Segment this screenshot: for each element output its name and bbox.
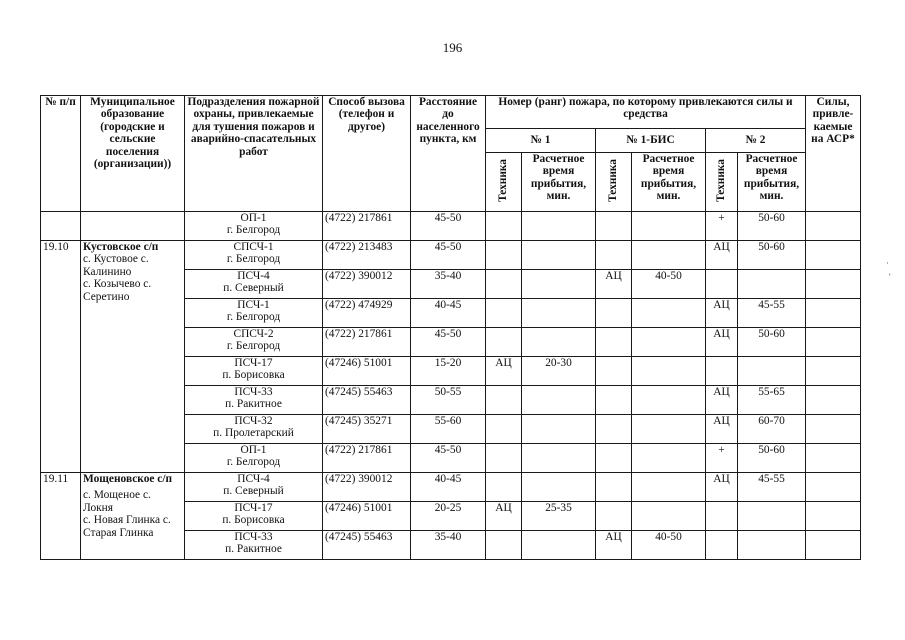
arrival-rank1bis-cell [632,357,706,386]
table-row [41,241,861,270]
tech-rank2-cell [706,270,738,299]
tech-rank1-cell: АЦ [486,357,522,386]
fire-unit-cell [185,270,323,299]
fire-unit-cell [185,502,323,531]
fire-forces-table [40,95,861,560]
arrival-rank2-cell: 45-55 [738,473,806,502]
header-row-top [41,96,861,129]
arrival-rank1-cell [522,444,596,473]
table-row [41,212,861,241]
fire-unit-cell [185,531,323,560]
arrival-rank1-cell [522,299,596,328]
tech-rank1-cell [486,299,522,328]
distance-cell: 35-40 [411,531,486,560]
arrival-rank1-cell [522,212,596,241]
fire-unit-cell [185,299,323,328]
arrival-rank1bis-cell [632,241,706,270]
fire-unit-location: п. Северный [223,282,284,295]
asr-cell [806,299,861,328]
tech-rank1bis-cell [596,328,632,357]
arrival-rank2-cell: 50-60 [738,241,806,270]
municipality-line: Мощеновское с/п [83,473,173,485]
header-distance: Расстояние до населенного пункта, км [411,96,486,212]
arrival-rank2-cell [738,270,806,299]
municipality-line: с. Козычево с. Серетино [83,278,152,303]
distance-cell: 55-60 [411,415,486,444]
header-rank-1: № 1 [486,129,596,153]
scan-speck: ' [889,272,891,282]
header-tech-2: Техника [706,153,738,212]
tech-rank1-cell [486,212,522,241]
tech-rank2-cell: АЦ [706,473,738,502]
fire-unit-cell [185,328,323,357]
fire-unit-cell [185,386,323,415]
header-arrival-1: Расчетное время прибытия, мин. [522,153,596,212]
row-number: 19.10 [41,241,81,473]
arrival-rank2-cell [738,502,806,531]
tech-rank1-cell [486,241,522,270]
arrival-rank1bis-cell [632,415,706,444]
phone-cell: (47246) 51001 [323,357,411,386]
asr-cell [806,386,861,415]
fire-unit-cell [185,415,323,444]
arrival-rank2-cell [738,531,806,560]
fire-unit-name: ПСЧ-1 [237,299,270,311]
tech-rank2-cell [706,357,738,386]
arrival-rank1-cell [522,415,596,444]
tech-rank2-cell: АЦ [706,299,738,328]
arrival-rank2-cell [738,357,806,386]
arrival-rank1-cell [522,473,596,502]
municipality-line: Кустовское с/п [83,241,159,253]
tech-rank2-cell: АЦ [706,328,738,357]
arrival-rank1-cell: 20-30 [522,357,596,386]
phone-cell: (47245) 55463 [323,386,411,415]
municipality-cell [81,241,185,473]
municipality-line: с. Новая Глинка с. Старая Глинка [83,514,171,539]
fire-unit-cell [185,444,323,473]
distance-cell: 45-50 [411,328,486,357]
fire-unit-name: ПСЧ-33 [234,386,273,398]
asr-cell [806,357,861,386]
fire-unit-name: СПСЧ-2 [233,328,274,340]
arrival-rank1bis-cell [632,444,706,473]
header-arrival-2: Расчетное время прибытия, мин. [738,153,806,212]
header-rank-1bis: № 1-БИС [596,129,706,153]
fire-unit-location: п. Ракитное [225,543,282,556]
fire-unit-name: СПСЧ-1 [233,241,274,253]
fire-unit-location: п. Пролетарский [213,427,294,440]
tech-rank2-cell [706,502,738,531]
phone-cell: (47246) 51001 [323,502,411,531]
arrival-rank2-cell: 55-65 [738,386,806,415]
header-rank-2: № 2 [706,129,806,153]
arrival-rank1-cell [522,241,596,270]
phone-cell: (4722) 390012 [323,473,411,502]
asr-cell [806,241,861,270]
tech-rank1-cell [486,473,522,502]
header-unit: Подразделения пожарной охраны, привлекаемые для тушения пожаров и аварийно-спасательных работ [185,96,323,212]
arrival-rank1bis-cell [632,473,706,502]
arrival-rank2-cell: 50-60 [738,328,806,357]
fire-unit-cell [185,357,323,386]
tech-rank1bis-cell: АЦ [596,531,632,560]
arrival-rank2-cell: 50-60 [738,212,806,241]
distance-cell: 15-20 [411,357,486,386]
header-tech-1bis: Техника [596,153,632,212]
municipality-line: с. Кустовое с. Калинино [83,253,149,278]
distance-cell: 40-45 [411,299,486,328]
fire-unit-name: ОП-1 [240,444,267,456]
tech-rank2-cell [706,531,738,560]
asr-cell [806,328,861,357]
arrival-rank1-cell [522,531,596,560]
tech-rank1bis-cell [596,444,632,473]
distance-cell: 45-50 [411,212,486,241]
tech-rank1bis-cell [596,415,632,444]
distance-cell: 35-40 [411,270,486,299]
fire-unit-location: п. Борисовка [222,514,285,527]
phone-cell: (4722) 474929 [323,299,411,328]
page-number: 196 [442,40,463,55]
scan-speck: · [886,258,889,268]
tech-rank1bis-cell [596,386,632,415]
tech-rank2-cell: + [706,444,738,473]
municipality-cell [81,473,185,560]
tech-rank1bis-cell [596,357,632,386]
arrival-rank1-cell: 25-35 [522,502,596,531]
fire-unit-location: г. Белгород [226,340,281,353]
asr-cell [806,212,861,241]
tech-rank1bis-cell [596,241,632,270]
header-fire-rank: Номер (ранг) пожара, по которому привлекаются силы и средства [486,96,806,129]
phone-cell: (4722) 390012 [323,270,411,299]
arrival-rank1bis-cell: 40-50 [632,531,706,560]
tech-rank1bis-cell: АЦ [596,270,632,299]
fire-unit-location: г. Белгород [226,224,281,237]
fire-unit-name: ПСЧ-32 [234,415,273,427]
arrival-rank1bis-cell [632,212,706,241]
table-row [41,473,861,502]
distance-cell: 20-25 [411,502,486,531]
header-tech-1: Техника [486,153,522,212]
fire-unit-location: г. Белгород [226,253,281,266]
tech-rank1-cell [486,444,522,473]
fire-unit-location: г. Белгород [226,311,281,324]
fire-unit-cell [185,241,323,270]
arrival-rank1-cell [522,270,596,299]
arrival-rank2-cell: 60-70 [738,415,806,444]
municipality-cell [81,212,185,241]
distance-cell: 45-50 [411,444,486,473]
fire-unit-name: ПСЧ-17 [234,357,273,369]
asr-cell [806,444,861,473]
arrival-rank2-cell: 45-55 [738,299,806,328]
tech-rank2-cell: АЦ [706,415,738,444]
header-arrival-1bis: Расчетное время прибытия, мин. [632,153,706,212]
fire-unit-name: ПСЧ-33 [234,531,273,543]
arrival-rank1bis-cell [632,502,706,531]
arrival-rank1bis-cell [632,328,706,357]
fire-unit-name: ПСЧ-17 [234,502,273,514]
tech-rank1bis-cell [596,502,632,531]
fire-unit-cell [185,212,323,241]
row-number [41,212,81,241]
asr-cell [806,270,861,299]
municipality-line: с. Мощеное с. Локня [83,489,151,514]
phone-cell: (4722) 217861 [323,444,411,473]
arrival-rank1-cell [522,386,596,415]
tech-rank1-cell [486,531,522,560]
tech-rank1bis-cell [596,473,632,502]
fire-unit-location: п. Северный [223,485,284,498]
header-municipality: Муниципальное образование (городские и сельские поселения (организации)) [81,96,185,212]
asr-cell [806,531,861,560]
tech-rank1-cell [486,415,522,444]
fire-unit-location: п. Ракитное [225,398,282,411]
phone-cell: (47245) 55463 [323,531,411,560]
tech-rank1-cell [486,386,522,415]
arrival-rank1-cell [522,328,596,357]
fire-unit-location: п. Борисовка [222,369,285,382]
arrival-rank1bis-cell [632,299,706,328]
tech-rank1bis-cell [596,212,632,241]
header-call-method: Способ вызова (телефон и другое) [323,96,411,212]
header-asr: Силы, привле-каемые на АСР* [806,96,861,212]
phone-cell: (47245) 35271 [323,415,411,444]
distance-cell: 50-55 [411,386,486,415]
fire-unit-name: ПСЧ-4 [237,270,270,282]
tech-rank1-cell: АЦ [486,502,522,531]
distance-cell: 40-45 [411,473,486,502]
arrival-rank2-cell: 50-60 [738,444,806,473]
fire-unit-name: ОП-1 [240,212,267,224]
distance-cell: 45-50 [411,241,486,270]
asr-cell [806,473,861,502]
asr-cell [806,502,861,531]
arrival-rank1bis-cell [632,386,706,415]
tech-rank2-cell: + [706,212,738,241]
tech-rank1bis-cell [596,299,632,328]
phone-cell: (4722) 213483 [323,241,411,270]
tech-rank2-cell: АЦ [706,386,738,415]
arrival-rank1bis-cell: 40-50 [632,270,706,299]
tech-rank1-cell [486,270,522,299]
fire-unit-name: ПСЧ-4 [237,473,270,485]
asr-cell [806,415,861,444]
fire-unit-cell [185,473,323,502]
tech-rank2-cell: АЦ [706,241,738,270]
fire-unit-location: г. Белгород [226,456,281,469]
phone-cell: (4722) 217861 [323,212,411,241]
row-number: 19.11 [41,473,81,560]
header-num: № п/п [41,96,81,212]
tech-rank1-cell [486,328,522,357]
phone-cell: (4722) 217861 [323,328,411,357]
